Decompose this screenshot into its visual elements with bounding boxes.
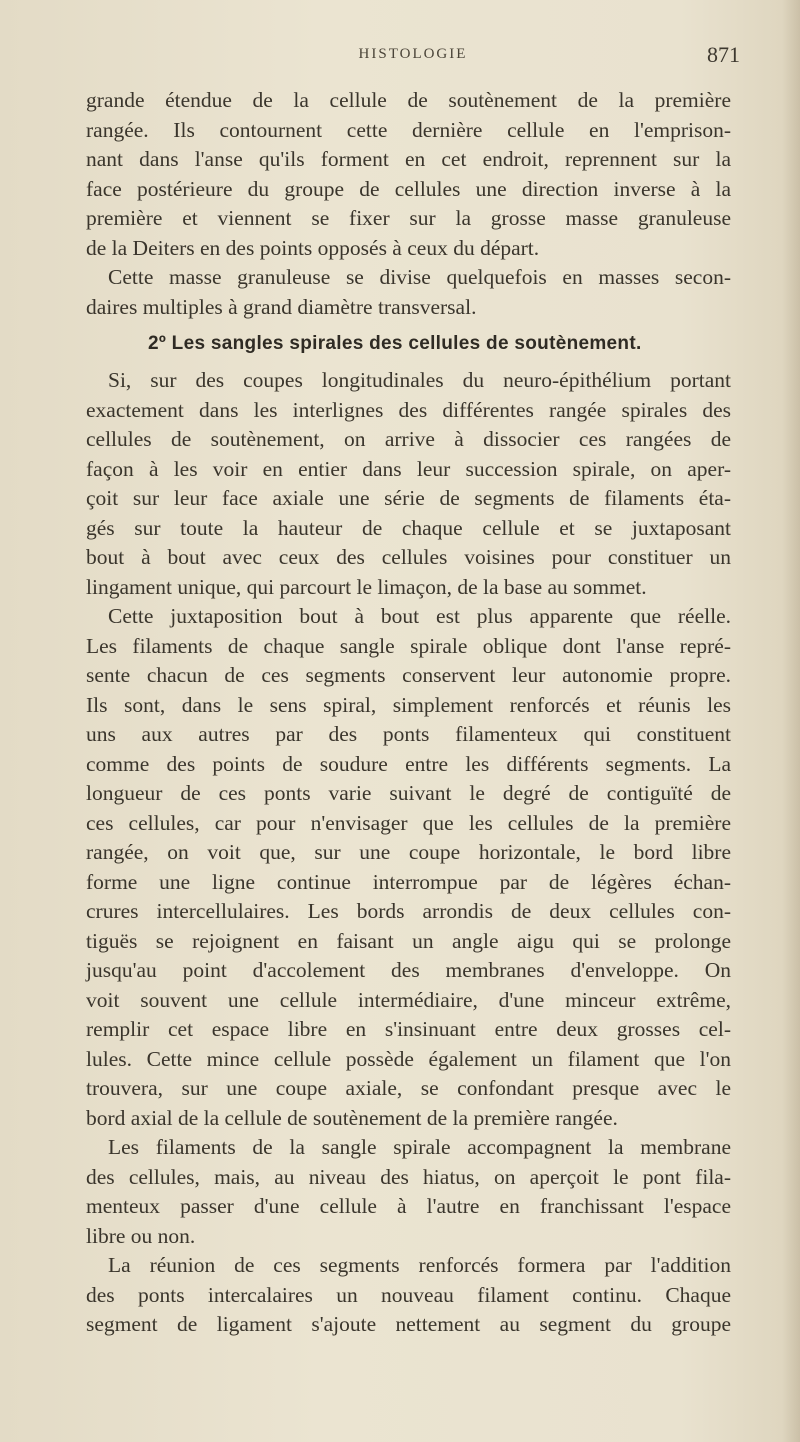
text-line: de la Deiters en des points opposés à ceux du départ. [86,235,540,260]
text-line: rangée, on voit que, sur une coupe horizontale, le bord libre [86,840,731,864]
text-line: segment de ligament s'ajoute nettement au segment du groupe [86,1312,731,1336]
text-line: remplir cet espace libre en s'insinuant entre deux grosses cel- [86,1017,731,1041]
text-line: daires multiples à grand diamètre transversal. [86,294,477,319]
text-line: grande étendue de la cellule de soutènement de la première [86,88,731,112]
text-line: Si, sur des coupes longitudinales du neuro-épithélium portant [108,368,731,392]
text-line: ces cellules, car pour n'envisager que les cellules de la première [86,810,731,835]
text-line: forme une ligne continue interrompue par de légères échan- [86,869,731,894]
text-line: voit souvent une cellule intermédiaire, d'une minceur extrême, [86,987,731,1012]
text-line: trouvera, sur une coupe axiale, se confondant presque avec le [86,1076,731,1100]
text-line: Les filaments de la sangle spirale accompagnent la membrane [108,1135,731,1159]
text-line: face postérieure du groupe de cellules une direction inverse à la [86,176,731,201]
text-line: Ils sont, dans le sens spiral, simplement renforcés et réunis les [86,692,731,717]
text-line: sente chacun de ces segments conservent leur autonomie propre. [86,663,731,687]
text-line: lules. Cette mince cellule possède également un filament que l'on [86,1046,731,1071]
page-header [86,42,740,74]
text-line: çoit sur leur face axiale une série de segments de filaments éta- [86,486,731,510]
text-line: jusqu'au point d'accolement des membranes d'enveloppe. On [86,958,731,982]
text-line: nant dans l'anse qu'ils forment en cet endroit, reprennent sur la [86,147,731,171]
text-line: menteux passer d'une cellule à l'autre en franchissant l'espace [86,1194,731,1218]
page-number: 871 [707,42,740,67]
text-line: bord axial de la cellule de soutènement de la première rangée. [86,1105,618,1130]
text-line: La réunion de ces segments renforcés formera par l'addition [108,1253,731,1277]
text-line: Cette masse granuleuse se divise quelquefois en masses secon- [108,265,731,289]
text-line: façon à les voir en entier dans leur succession spirale, on aper- [86,456,731,481]
text-line: lingament unique, qui parcourt le limaçon, de la base au sommet. [86,574,647,599]
body-text [86,86,731,1340]
page-edge-shadow [782,0,800,1442]
text-line: rangée. Ils contournent cette dernière cellule en l'emprison- [86,117,731,142]
text-line: des cellules, mais, au niveau des hiatus, on aperçoit le pont fila- [86,1164,731,1189]
running-head: HISTOLOGIE [358,46,468,62]
text-line: première et viennent se fixer sur la grosse masse granuleuse [86,206,731,230]
text-line: crures intercellulaires. Les bords arrondis de deux cellules con- [86,899,731,923]
text-line: des ponts intercalaires un nouveau filament continu. Chaque [86,1282,731,1307]
text-line: comme des points de soudure entre les différents segments. La [86,751,731,776]
text-line: exactement dans les interlignes des différentes rangée spirales des [86,397,731,422]
text-line: Les filaments de chaque sangle spirale oblique dont l'anse repré- [86,633,731,658]
text-line: uns aux autres par des ponts filamenteux qui constituent [86,722,731,746]
text-line: bout à bout avec ceux des cellules voisines pour constituer un [86,545,731,569]
text-line: libre ou non. [86,1223,196,1248]
text-line: longueur de ces ponts varie suivant le degré de contiguïté de [86,781,731,805]
text-line: tiguës se rejoignent en faisant un angle aigu qui se prolonge [86,928,731,953]
section-heading: 2º Les sangles spirales des cellules de soutènement. [148,333,642,354]
text-line: gés sur toute la hauteur de chaque cellule et se juxtaposant [86,515,731,540]
text-line: Cette juxtaposition bout à bout est plus apparente que réelle. [108,604,731,628]
text-line: cellules de soutènement, on arrive à dissocier ces rangées de [86,427,731,451]
